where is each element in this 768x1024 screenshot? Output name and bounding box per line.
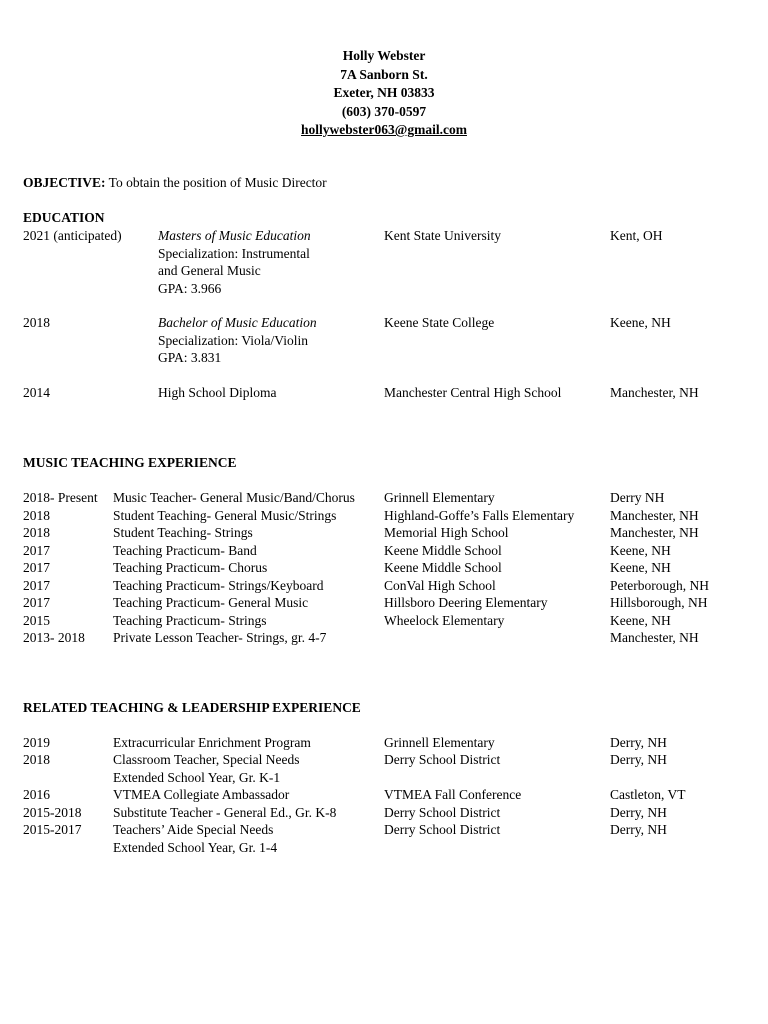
street-address: 7A Sanborn St. [340, 66, 428, 82]
related-role: Teachers’ Aide Special Needs [113, 822, 274, 837]
related-role-block [113, 751, 299, 786]
experience-location: Keene, NH [610, 612, 671, 628]
applicant-name: Holly Webster [342, 48, 426, 63]
experience-location: Keene, NH [610, 560, 671, 575]
phone-number: (603) 370-0597 [341, 103, 427, 119]
experience-role: Teaching Practicum- Strings [113, 612, 267, 628]
related-org: Derry School District [384, 822, 501, 837]
degree-detail: GPA: 3.966 [158, 280, 222, 296]
education-degree-block [158, 384, 277, 402]
contact-header [0, 47, 768, 140]
experience-role: Teaching Practicum- Strings/Keyboard [113, 577, 324, 593]
experience-year: 2018 [23, 507, 50, 523]
education-location: Keene, NH [610, 315, 671, 330]
related-role: Classroom Teacher, Special Needs [113, 752, 300, 767]
education-heading: EDUCATION [23, 210, 105, 225]
email-link[interactable]: hollywebster063@gmail.com [301, 122, 467, 137]
degree-detail: GPA: 3.831 [158, 350, 222, 365]
related-location: Derry, NH [610, 804, 667, 820]
related-year: 2016 [23, 787, 50, 802]
degree-title: High School Diploma [158, 385, 277, 400]
experience-location: Manchester, NH [610, 525, 699, 540]
experience-role: Teaching Practicum- Band [113, 542, 257, 558]
education-year: 2021 (anticipated) [23, 228, 122, 243]
related-location: Derry, NH [610, 735, 667, 750]
degree-title: Masters of Music Education [158, 228, 311, 243]
related-role: Substitute Teacher - General Ed., Gr. K-8 [113, 804, 337, 820]
experience-year: 2017 [23, 542, 50, 558]
experience-location: Derry NH [610, 490, 665, 505]
education-school: Manchester Central High School [384, 385, 562, 400]
education-year: 2018 [23, 315, 50, 330]
education-school: Keene State College [384, 315, 495, 330]
experience-location: Hillsborough, NH [610, 595, 708, 610]
related-org: Grinnell Elementary [384, 735, 495, 750]
education-degree-block [158, 227, 311, 297]
experience-org: Grinnell Elementary [384, 490, 495, 505]
education-location: Manchester, NH [610, 385, 699, 400]
experience-year: 2018- Present [23, 490, 98, 505]
degree-detail: Specialization: Viola/Violin [158, 332, 308, 348]
experience-org: Highland-Goffe’s Falls Elementary [384, 507, 575, 523]
degree-detail: and General Music [158, 263, 261, 278]
experience-year: 2018 [23, 525, 50, 540]
experience-role: Student Teaching- Strings [113, 525, 253, 540]
education-year: 2014 [23, 385, 50, 400]
experience-year: 2017 [23, 560, 50, 575]
experience-org: Keene Middle School [384, 560, 502, 575]
objective-label: OBJECTIVE: [23, 175, 106, 190]
objective-section [23, 174, 327, 192]
experience-role: Teaching Practicum- General Music [113, 595, 309, 610]
experience-year: 2017 [23, 577, 50, 593]
related-experience-heading: RELATED TEACHING & LEADERSHIP EXPERIENCE [23, 700, 361, 715]
experience-role: Teaching Practicum- Chorus [113, 560, 268, 575]
experience-org: Hillsboro Deering Elementary [384, 595, 548, 610]
related-role-detail: Extended School Year, Gr. K-1 [113, 769, 281, 785]
experience-org: Keene Middle School [384, 542, 502, 558]
experience-year: 2013- 2018 [23, 630, 85, 645]
related-role-detail: Extended School Year, Gr. 1-4 [113, 839, 278, 855]
experience-year: 2017 [23, 595, 50, 610]
experience-location: Manchester, NH [610, 630, 699, 645]
related-year: 2015-2018 [23, 804, 82, 820]
related-location: Derry, NH [610, 752, 667, 767]
related-year: 2019 [23, 735, 50, 750]
related-location: Derry, NH [610, 822, 667, 837]
related-year: 2015-2017 [23, 822, 82, 837]
related-org: Derry School District [384, 804, 501, 820]
experience-org: Memorial High School [384, 525, 509, 540]
related-org: VTMEA Fall Conference [384, 787, 522, 802]
degree-title: Bachelor of Music Education [158, 315, 317, 330]
education-degree-block [158, 314, 317, 367]
related-org: Derry School District [384, 752, 501, 767]
experience-role: Private Lesson Teacher- Strings, gr. 4-7 [113, 630, 327, 645]
related-role: Extracurricular Enrichment Program [113, 735, 311, 750]
experience-location: Keene, NH [610, 542, 671, 558]
experience-location: Peterborough, NH [610, 577, 709, 593]
music-experience-heading: MUSIC TEACHING EXPERIENCE [23, 455, 237, 470]
related-role-block [113, 821, 277, 856]
city-state-zip: Exeter, NH 03833 [333, 85, 435, 100]
experience-location: Manchester, NH [610, 507, 699, 523]
experience-role: Student Teaching- General Music/Strings [113, 507, 337, 523]
education-school: Kent State University [384, 228, 501, 243]
experience-role: Music Teacher- General Music/Band/Chorus [113, 490, 355, 505]
experience-org: Wheelock Elementary [384, 612, 505, 628]
related-year: 2018 [23, 752, 50, 767]
experience-year: 2015 [23, 612, 50, 628]
experience-org: ConVal High School [384, 577, 496, 593]
degree-detail: Specialization: Instrumental [158, 245, 310, 261]
education-location: Kent, OH [610, 228, 663, 243]
objective-text: To obtain the position of Music Director [105, 175, 327, 190]
related-role: VTMEA Collegiate Ambassador [113, 787, 290, 802]
related-location: Castleton, VT [610, 787, 686, 802]
